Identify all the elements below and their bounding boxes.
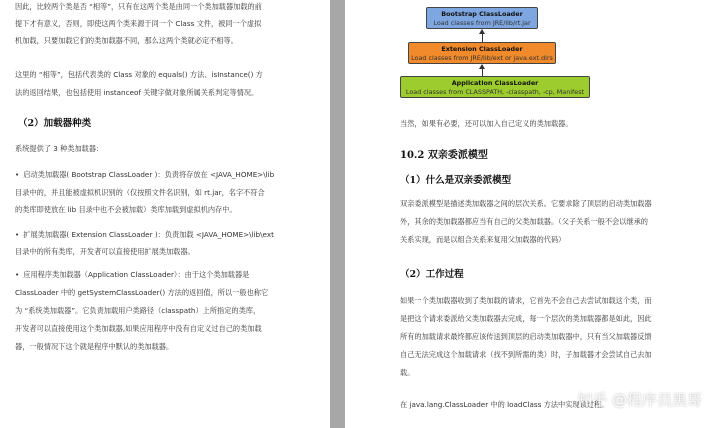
process-para-line: 自己无法完成这个加载请求（找不到所需的类）时，子加载器才会尝试自己去加 — [400, 350, 652, 359]
bullet-extension-line: 目录中的所有类库，开发者可以直接使用扩展类加载器。 — [15, 247, 195, 256]
arrow-up-icon — [479, 29, 485, 34]
process-para-line: 载。 — [400, 368, 415, 377]
left-para2-line: 这里的 “相等”，包括代表类的 Class 对象的 equals() 方法、isInstance() 方 — [15, 70, 263, 79]
right-page — [345, 0, 720, 428]
left-page — [0, 0, 330, 428]
subheading-process: （2）工作过程 — [400, 269, 464, 280]
watermark: 知乎 @程序员黑哥 — [577, 391, 702, 409]
heading-loader-types: （2）加载器种类 — [18, 118, 92, 129]
bullet-application-line: 为 “系统类加载器”。它负责加载用户类路径（classpath）上所指定的类库， — [15, 306, 261, 315]
box-desc: Load classes from JRE/lib/rt.jar — [433, 19, 531, 27]
model-para-line: 关系实现，而是以组合关系来复用父加载器的代码） — [400, 235, 566, 244]
process-para-line: 所有的加载请求最终都应该传送到顶层的启动类加载器中，只有当父加载器反馈 — [400, 332, 652, 341]
bootstrap-classloader-box — [426, 7, 538, 29]
bullet-bootstrap: • 启动类加载器( Bootstrap ClassLoader )：负责将存放在 <JAVA_HOME>\lib — [15, 166, 274, 184]
subheading-what-is: （1）什么是双亲委派模型 — [400, 175, 512, 186]
section-title: 10.2 双亲委派模型 — [400, 150, 488, 161]
intro-text: 系统提供了 3 种类加载器： — [15, 144, 104, 153]
process-para-line: 如果一个类加载器收到了类加载的请求，它首先不会自己去尝试加载这个类，而 — [400, 296, 652, 305]
application-classloader-box — [400, 76, 590, 98]
box-title: Application ClassLoader — [451, 79, 539, 87]
box-title: Bootstrap ClassLoader — [441, 10, 523, 18]
box-desc: Load classes from CLASSPATH, -classpath, -cp, Manifest — [405, 88, 585, 96]
process-para-line: 是把这个请求委派给父类加载器去完成，每一个层次的类加载器都是如此，因此 — [400, 314, 652, 323]
box-desc: Load classes from JRE/lib/ext or java.ext.dirs — [411, 54, 553, 62]
left-para1-line: 因此，比较两个类是否 “相等”，只有在这两个类是由同一个类加载器加载的前 — [15, 2, 262, 11]
model-para-line: 外，其余的类加载器都应当有自己的父类加载器。（父子关系一般不会以继承的 — [400, 217, 648, 226]
box-title: Extension ClassLoader — [441, 45, 523, 53]
left-para1-line: 机加载，只要加载它们的类加载器不同，那么这两个类就必定不相等。 — [15, 36, 238, 45]
bullet-application-line: 开发者可以直接使用这个类加载器,如果应用程序中没有自定义过自己的类加载 — [15, 324, 262, 333]
left-para2-line: 法的返回结果，也包括使用 instanceof 关键字做对象所属关系判定等情况。 — [15, 88, 259, 97]
bullet-application-line: ClassLoader 中的 getSystemClassLoader() 方法的返回值，所以一般也称它 — [15, 288, 269, 297]
model-para-line: 双亲委派模型是描述类加载器之间的层次关系。它要求除了顶层的启动类加载器 — [400, 199, 652, 208]
arrow-up-icon — [479, 64, 485, 69]
bullet-dot-icon: • — [15, 170, 20, 179]
bullet-dot-icon: • — [15, 230, 20, 239]
bullet-dot-icon: • — [15, 270, 20, 279]
custom-loader-note: 当然，如果有必要，还可以加入自己定义的类加载器。 — [400, 119, 573, 128]
bullet-bootstrap-line: 目录中的，并且能被虚拟机识别的（仅按照文件名识别，如 rt.jar，名字不符合 — [15, 188, 265, 197]
bullet-extension: • 扩展类加载器( Extension ClassLoader )：负责加载 <JAVA_HOME>\lib\ext — [15, 226, 274, 244]
bullet-application: • 应用程序类加载器（Application ClassLoader）：由于这个类加载器是 — [15, 266, 249, 284]
left-para1-line: 提下才有意义，否则，即使这两个类来源于同一个 Class 文件，被同一个虚拟 — [15, 19, 262, 28]
extension-classloader-box — [408, 42, 556, 64]
loadclass-text: 在 java.lang.ClassLoader 中的 loadClass 方法中实现该过程。 — [400, 400, 609, 409]
bullet-bootstrap-line: 的类库即使放在 lib 目录中也不会被加载）类库加载到虚拟机内存中。 — [15, 205, 237, 214]
bullet-application-line: 器，一般情况下这个就是程序中默认的类加载器。 — [15, 342, 174, 351]
